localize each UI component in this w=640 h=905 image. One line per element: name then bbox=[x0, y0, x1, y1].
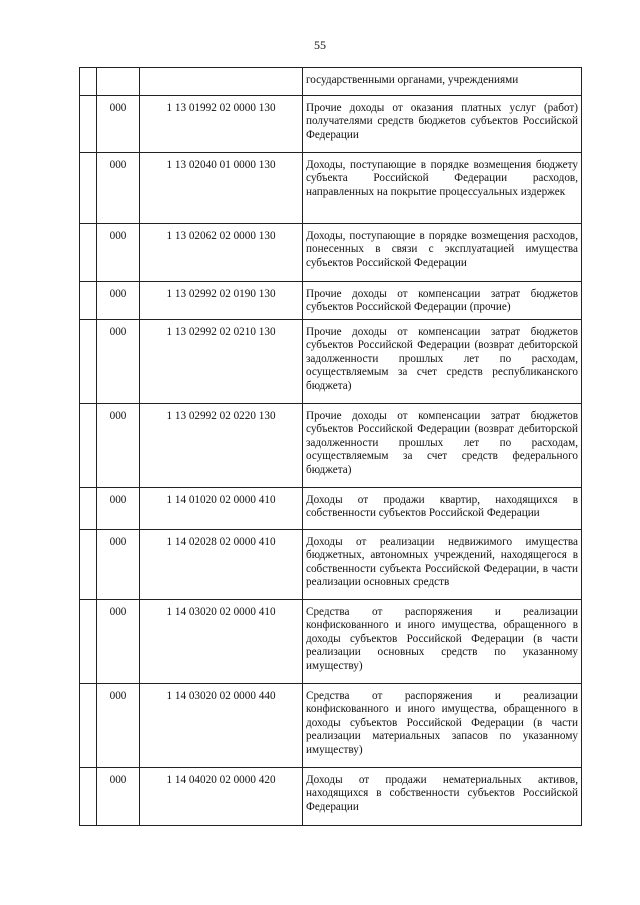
admin-code-cell bbox=[97, 320, 140, 404]
table-row bbox=[80, 600, 582, 684]
table-row bbox=[80, 68, 582, 96]
budget-code-cell bbox=[140, 320, 303, 404]
margin-cell bbox=[80, 488, 97, 530]
table-row bbox=[80, 684, 582, 768]
margin-cell bbox=[80, 684, 97, 768]
margin-cell bbox=[80, 68, 97, 96]
description-cell bbox=[303, 224, 582, 282]
admin-code-cell bbox=[97, 404, 140, 488]
budget-classification-code: 1 14 03020 02 0000 410 bbox=[166, 606, 276, 618]
table-row bbox=[80, 530, 582, 600]
description-cell bbox=[303, 320, 582, 404]
budget-code-cell bbox=[140, 768, 303, 826]
margin-cell bbox=[80, 404, 97, 488]
description-cell bbox=[303, 96, 582, 153]
page-number: 55 bbox=[314, 38, 326, 52]
table-row bbox=[80, 404, 582, 488]
margin-cell bbox=[80, 282, 97, 320]
revenue-description: Прочие доходы от компенсации затрат бюджетов субъектов Российской Федерации (возврат дебиторской задолженности прошлых лет по расходам, осуществляемым за счет средств республиканского бюджета) bbox=[306, 326, 578, 392]
budget-classification-code: 1 13 02062 02 0000 130 bbox=[166, 230, 276, 242]
admin-code: 000 bbox=[109, 102, 127, 114]
table-row bbox=[80, 96, 582, 153]
revenue-description: Средства от распоряжения и реализации конфискованного и иного имущества, обращенного в доходы субъектов Российской Федерации (в части реализации материальных запасов по указанному имуществу) bbox=[306, 690, 578, 756]
table-row bbox=[80, 488, 582, 530]
margin-cell bbox=[80, 530, 97, 600]
budget-code-cell bbox=[140, 153, 303, 224]
margin-cell bbox=[80, 768, 97, 826]
budget-classification-code bbox=[140, 68, 302, 74]
budget-classification-code: 1 13 02040 01 0000 130 bbox=[166, 159, 276, 171]
budget-code-cell bbox=[140, 600, 303, 684]
admin-code: 000 bbox=[109, 230, 127, 242]
table-row bbox=[80, 224, 582, 282]
table-row bbox=[80, 320, 582, 404]
margin-cell bbox=[80, 320, 97, 404]
admin-code: 000 bbox=[109, 774, 127, 786]
budget-code-cell bbox=[140, 224, 303, 282]
budget-code-cell bbox=[140, 68, 303, 96]
admin-code: 000 bbox=[109, 606, 127, 618]
description-cell bbox=[303, 153, 582, 224]
margin-cell bbox=[80, 96, 97, 153]
revenue-description: Доходы от реализации недвижимого имущества бюджетных, автономных учреждений, находящегося в собственности субъекта Российской Федерации, в части реализации основных средств bbox=[306, 536, 578, 589]
revenue-description: Доходы от продажи квартир, находящихся в собственности субъектов Российской Федерации bbox=[306, 494, 578, 520]
revenue-description: Доходы, поступающие в порядке возмещения бюджету субъекта Российской Федерации расходов, направленных на покрытие процессуальных издержек bbox=[306, 159, 578, 198]
budget-code-cell bbox=[140, 282, 303, 320]
admin-code: 000 bbox=[109, 326, 127, 338]
description-cell bbox=[303, 768, 582, 826]
description-cell bbox=[303, 404, 582, 488]
budget-classification-code: 1 14 04020 02 0000 420 bbox=[166, 774, 276, 786]
description-cell bbox=[303, 68, 582, 96]
budget-code-cell bbox=[140, 684, 303, 768]
table-body bbox=[80, 68, 582, 826]
budget-code-cell bbox=[140, 488, 303, 530]
table-row bbox=[80, 153, 582, 224]
admin-code-cell bbox=[97, 224, 140, 282]
admin-code bbox=[97, 68, 139, 74]
table-row bbox=[80, 282, 582, 320]
revenue-description: Доходы, поступающие в порядке возмещения расходов, понесенных в связи с эксплуатацией имущества субъектов Российской Федерации bbox=[306, 230, 578, 269]
description-cell bbox=[303, 488, 582, 530]
margin-cell bbox=[80, 153, 97, 224]
budget-classification-code: 1 13 02992 02 0210 130 bbox=[166, 326, 276, 338]
admin-code-cell bbox=[97, 153, 140, 224]
admin-code: 000 bbox=[109, 536, 127, 548]
admin-code-cell bbox=[97, 96, 140, 153]
budget-classification-code: 1 14 01020 02 0000 410 bbox=[166, 494, 276, 506]
admin-code-cell bbox=[97, 530, 140, 600]
admin-code-cell bbox=[97, 684, 140, 768]
admin-code-cell bbox=[97, 488, 140, 530]
revenue-description: Прочие доходы от компенсации затрат бюджетов субъектов Российской Федерации (прочие) bbox=[306, 288, 578, 314]
revenue-description: Доходы от продажи нематериальных активов, находящихся в собственности субъектов Российской Федерации bbox=[306, 774, 578, 813]
budget-classification-code: 1 13 01992 02 0000 130 bbox=[166, 102, 276, 114]
revenue-description: Средства от распоряжения и реализации конфискованного и иного имущества, обращенного в доходы субъектов Российской Федерации (в части реализации основных средств по указанному имуществу) bbox=[306, 606, 578, 672]
budget-code-cell bbox=[140, 404, 303, 488]
admin-code-cell bbox=[97, 768, 140, 826]
description-cell bbox=[303, 530, 582, 600]
admin-code-cell bbox=[97, 282, 140, 320]
admin-code: 000 bbox=[109, 690, 127, 702]
margin-cell bbox=[80, 224, 97, 282]
admin-code: 000 bbox=[109, 159, 127, 171]
margin-cell bbox=[80, 600, 97, 684]
revenue-description: Прочие доходы от компенсации затрат бюджетов субъектов Российской Федерации (возврат дебиторской задолженности прошлых лет по расходам, осуществляемым за счет средств федерального бюджета) bbox=[306, 410, 578, 476]
revenue-description: государственными органами, учреждениями bbox=[306, 74, 519, 86]
admin-code: 000 bbox=[109, 410, 127, 422]
description-cell bbox=[303, 684, 582, 768]
budget-classification-code: 1 13 02992 02 0220 130 bbox=[166, 410, 276, 422]
budget-revenue-table bbox=[79, 67, 582, 826]
admin-code: 000 bbox=[109, 288, 127, 300]
description-cell bbox=[303, 282, 582, 320]
admin-code: 000 bbox=[109, 494, 127, 506]
budget-code-cell bbox=[140, 530, 303, 600]
budget-code-cell bbox=[140, 96, 303, 153]
budget-classification-code: 1 13 02992 02 0190 130 bbox=[166, 288, 276, 300]
budget-classification-code: 1 14 03020 02 0000 440 bbox=[166, 690, 276, 702]
description-cell bbox=[303, 600, 582, 684]
revenue-description: Прочие доходы от оказания платных услуг (работ) получателями средств бюджетов субъектов Российской Федерации bbox=[306, 102, 578, 141]
admin-code-cell bbox=[97, 68, 140, 96]
table-row bbox=[80, 768, 582, 826]
budget-classification-code: 1 14 02028 02 0000 410 bbox=[166, 536, 276, 548]
admin-code-cell bbox=[97, 600, 140, 684]
